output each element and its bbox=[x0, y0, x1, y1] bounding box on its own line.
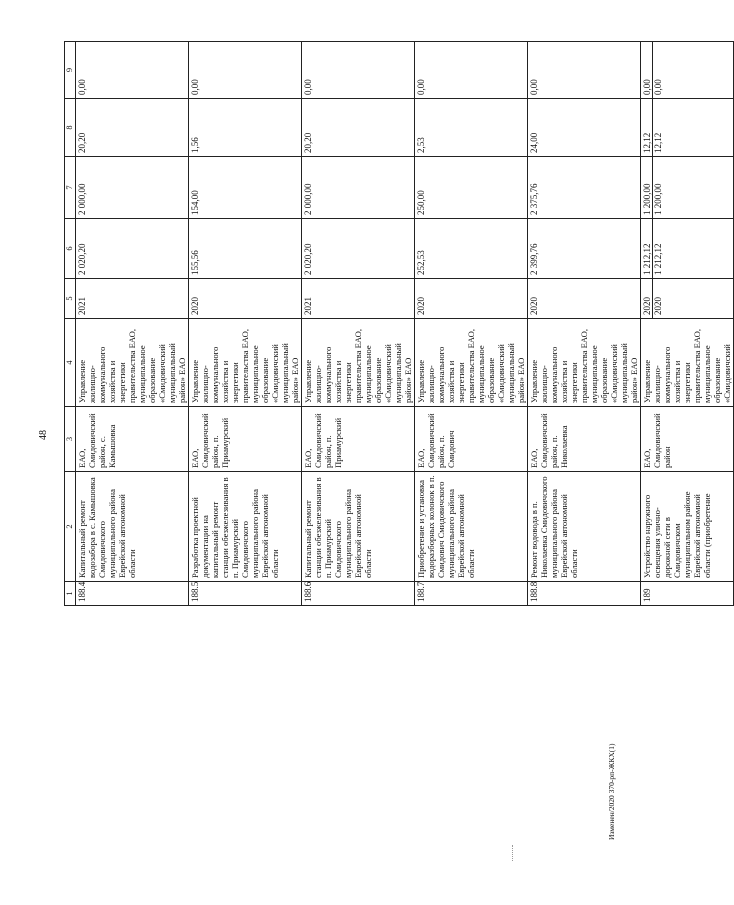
location: ЕАО, Смидовичский район, п. Приамурский bbox=[302, 407, 415, 472]
table-row bbox=[415, 42, 528, 606]
work-name: Разработка проектной документации на капитальный ремонт станции обезжелезивания в п. Приамурский Смидовичского муниципального района Еврейской автономной области bbox=[189, 472, 302, 582]
work-name: Ремонт водовода в п. Николаевка Смидовичского муниципального района Еврейской автономной области bbox=[528, 472, 641, 582]
column-header: 6 bbox=[65, 219, 76, 279]
location: ЕАО, Смидовичский район bbox=[641, 407, 734, 472]
year: 2020 bbox=[189, 279, 302, 319]
year: 2021 bbox=[76, 279, 189, 319]
row-number: 188.4 bbox=[76, 582, 189, 606]
amount-line: 0,00 bbox=[652, 42, 663, 98]
local-amount: 0,00 bbox=[76, 42, 189, 99]
year: 2020 bbox=[415, 279, 528, 319]
federal-amount bbox=[641, 157, 734, 219]
amount-line: 1 200,00 bbox=[652, 157, 663, 218]
year: 2021 bbox=[302, 279, 415, 319]
local-amount: 0,00 bbox=[302, 42, 415, 99]
budget-table bbox=[64, 41, 734, 606]
regional-amount: 20,20 bbox=[76, 99, 189, 157]
location: ЕАО, Смидовичский район, п. Приамурский bbox=[189, 407, 302, 472]
page-number: 48 bbox=[38, 430, 49, 440]
federal-amount: 2 000,00 bbox=[76, 157, 189, 219]
local-amount: 0,00 bbox=[528, 42, 641, 99]
total-amount: 2 020,20 bbox=[76, 219, 189, 279]
column-header: 5 bbox=[65, 279, 76, 319]
total-amount: 155,56 bbox=[189, 219, 302, 279]
margin-mark bbox=[512, 845, 514, 861]
work-name: Устройство наружного освещения улично-дорожной сети в Смидовичском муниципальном районе Еврейской автономной области (приобретение bbox=[641, 472, 734, 582]
amount-line: 12,12 bbox=[642, 132, 652, 153]
year-line: 2020 bbox=[652, 279, 663, 318]
executor: Управление жилищно-коммунального хозяйства и энергетики правительства ЕАО, муниципальное образование «Смидовичский муниципальный район» ЕАО bbox=[189, 319, 302, 407]
column-header: 9 bbox=[65, 42, 76, 99]
federal-amount: 250,00 bbox=[415, 157, 528, 219]
column-header: 8 bbox=[65, 99, 76, 157]
regional-amount: 20,20 bbox=[302, 99, 415, 157]
table-row bbox=[302, 42, 415, 606]
regional-amount: 2,53 bbox=[415, 99, 528, 157]
executor: Управление жилищно-коммунального хозяйства и энергетики правительства ЕАО, муниципальное образование «Смидовичский муниципальный район» ЕАО bbox=[302, 319, 415, 407]
location: ЕАО, Смидовичский район, с. Камышовка bbox=[76, 407, 189, 472]
executor: Управление жилищно-коммунального хозяйства и энергетики правительства ЕАО, муниципальное образование «Смидовичский муниципальный район» ЕАО bbox=[76, 319, 189, 407]
work-name: Капитальный ремонт станции обезжелезивания в п. Приамурский Смидовичского муниципального района Еврейской автономной области bbox=[302, 472, 415, 582]
year: 2020 bbox=[528, 279, 641, 319]
column-header: 2 bbox=[65, 472, 76, 582]
federal-amount: 154,00 bbox=[189, 157, 302, 219]
amount-line: 0,00 bbox=[642, 79, 652, 95]
year-line: 2020 bbox=[642, 297, 652, 315]
column-header: 7 bbox=[65, 157, 76, 219]
total-amount bbox=[641, 219, 734, 279]
total-amount: 252,53 bbox=[415, 219, 528, 279]
total-amount: 2 399,76 bbox=[528, 219, 641, 279]
executor: Управление жилищно-коммунального хозяйства и энергетики правительства ЕАО, муниципальное образование «Смидовичский bbox=[641, 319, 734, 407]
location: ЕАО, Смидовичский район, п. Смидович bbox=[415, 407, 528, 472]
local-amount: 0,00 bbox=[415, 42, 528, 99]
year bbox=[641, 279, 734, 319]
rotated-table-sheet bbox=[64, 42, 732, 606]
amount-line: 12,12 bbox=[652, 99, 663, 156]
column-header: 1 bbox=[65, 582, 76, 606]
row-number: 188.5 bbox=[189, 582, 302, 606]
revision-stamp: Изменен/2020 370-рп-ЖКХ(1) bbox=[607, 743, 616, 840]
table-row bbox=[641, 42, 734, 606]
amount-line: 1 212,12 bbox=[652, 219, 663, 278]
local-amount bbox=[641, 42, 734, 99]
work-name: Приобретение и установка водоразборных колонок в п. Смидович Смидовичского муниципального района Еврейской автономной области bbox=[415, 472, 528, 582]
total-amount: 2 020,20 bbox=[302, 219, 415, 279]
table-row bbox=[76, 42, 189, 606]
amount-line: 1 212,12 bbox=[642, 243, 652, 275]
regional-amount bbox=[641, 99, 734, 157]
column-header: 3 bbox=[65, 407, 76, 472]
column-header: 4 bbox=[65, 319, 76, 407]
executor: Управление жилищно-коммунального хозяйства и энергетики правительства ЕАО, муниципальное образование «Смидовичский муниципальный район» ЕАО bbox=[528, 319, 641, 407]
regional-amount: 24,00 bbox=[528, 99, 641, 157]
amount-line: 1 200,00 bbox=[642, 183, 652, 215]
table-row bbox=[189, 42, 302, 606]
row-number: 188.7 bbox=[415, 582, 528, 606]
executor: Управление жилищно-коммунального хозяйства и энергетики правительства ЕАО, муниципальное образование «Смидовичский муниципальный район» ЕАО bbox=[415, 319, 528, 407]
work-name: Капитальный ремонт водозабора в с. Камышовка Смидовичского муниципального района Еврейской автономной области bbox=[76, 472, 189, 582]
location: ЕАО, Смидовичский район, п. Николаевка bbox=[528, 407, 641, 472]
regional-amount: 1,56 bbox=[189, 99, 302, 157]
row-number: 188.6 bbox=[302, 582, 415, 606]
row-number: 189 bbox=[641, 582, 734, 606]
header-row bbox=[65, 42, 76, 606]
federal-amount: 2 375,76 bbox=[528, 157, 641, 219]
row-number: 188.8 bbox=[528, 582, 641, 606]
federal-amount: 2 000,00 bbox=[302, 157, 415, 219]
table-row bbox=[528, 42, 641, 606]
local-amount: 0,00 bbox=[189, 42, 302, 99]
